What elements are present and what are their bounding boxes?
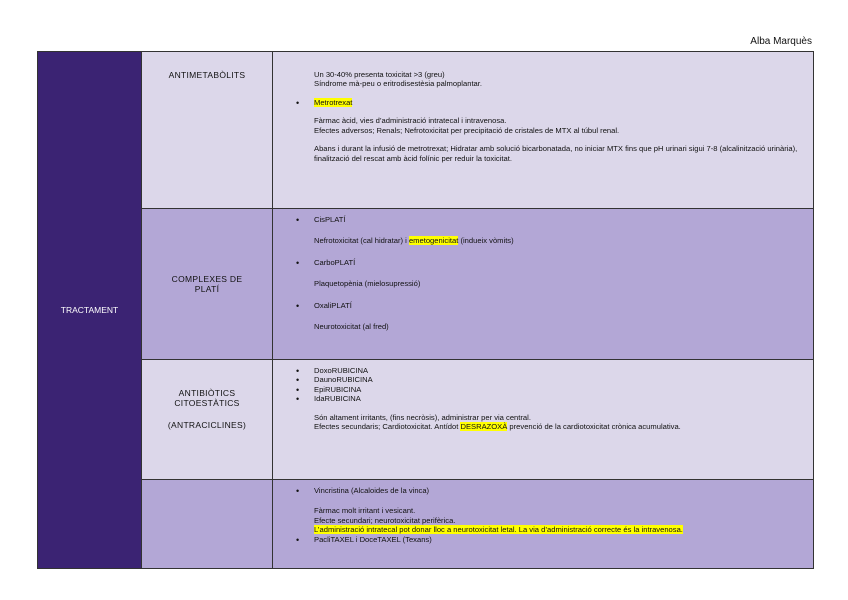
highlight: L’administració intratecal pot donar lloc a neurotoxicitat letal. La via d’administració correcte és la intravenosa. xyxy=(314,525,683,535)
category-label: (ANTRACICLINES) xyxy=(167,420,247,430)
category-label: CITOESTÀTICS xyxy=(174,398,240,408)
list-item: • CarboPLATÍ xyxy=(274,258,812,267)
list-item: • CisPLATÍ xyxy=(274,215,812,224)
category-vinca xyxy=(142,480,273,569)
side-label: TRACTAMENT xyxy=(38,52,142,569)
content-platins xyxy=(273,209,814,360)
text-line: Plaquetopènia (mielosupressió) xyxy=(314,279,421,289)
text-span: (indueix vòmits) xyxy=(458,236,514,246)
text-line: Efectes adversos; Renals; Nefrotoxicitat per precipitació de cristales de MTX al túbul renal. xyxy=(314,125,620,135)
text-span: Efectes secundaris; Cardiotoxicitat. Antídot xyxy=(314,422,461,432)
category-antibiotics xyxy=(142,360,273,480)
text-line: Neurotoxicitat (al fred) xyxy=(314,322,389,332)
list-item: • EpiRUBICINA xyxy=(274,385,812,394)
text-line: Síndrome mà-peu o eritrodisestèsia palmoplantar. xyxy=(314,79,482,89)
list-item xyxy=(274,98,812,107)
category-antimetabolits xyxy=(142,52,273,209)
category-label: ANTIMETABÒLITS xyxy=(168,70,246,80)
highlight: DESRAZOXÀ xyxy=(460,422,508,432)
category-label: COMPLEXES DE PLATÍ xyxy=(171,274,243,294)
list-item: • OxaliPLATÍ xyxy=(274,301,812,310)
author-name: Alba Marquès xyxy=(750,36,812,47)
text-span: Nefrotoxicitat (cal hidratar) i xyxy=(314,236,409,246)
list-item: • DoxoRUBICINA xyxy=(274,366,812,375)
text-line: Són altament irritants, (fins necròsis), administrar per via central. xyxy=(314,412,531,422)
table-row xyxy=(38,209,814,360)
content-vinca xyxy=(273,480,814,569)
text-line xyxy=(274,422,812,431)
text-line xyxy=(274,236,812,245)
text-line: Fàrmac molt irritant i vesicant. xyxy=(314,506,416,516)
text-span: prevenció de la cardiotoxicitat crònica acumulativa. xyxy=(507,422,681,432)
table-row xyxy=(38,360,814,480)
text-line: Fàrmac àcid, vies d’administració intratecal i intravenosa. xyxy=(314,116,507,126)
text-line: Abans i durant la infusió de metrotrexat; Hidratar amb solució bicarbonatada, no iniciar MTX fins que pH urinari sigui 7-8 (alcalinització urinària), finalització del rescat amb àcid folínic per reduir la toxicitat. xyxy=(314,144,798,163)
drug-name: Metrotrexat xyxy=(314,97,353,107)
text-line: Efecte secundari; neurotoxicitat perifèrica. xyxy=(314,515,456,525)
list-item: • PacliTAXEL i DoceTAXEL (Texans) xyxy=(274,535,812,544)
text-line: Un 30-40% presenta toxicitat >3 (greu) xyxy=(314,70,445,79)
list-item: • IdaRUBICINA xyxy=(274,394,812,403)
table-row xyxy=(38,52,814,209)
category-label: ANTIBIÒTICS xyxy=(178,388,236,398)
content-antimetabolits xyxy=(273,52,814,209)
list-item: • Vincristina (Alcaloides de la vinca) xyxy=(274,486,812,495)
category-platins xyxy=(142,209,273,360)
text-line xyxy=(274,525,812,534)
treatment-table xyxy=(37,51,814,569)
content-antibiotics xyxy=(273,360,814,480)
list-item: • DaunoRUBICINA xyxy=(274,375,812,384)
highlight: emetogenicitat xyxy=(408,236,459,246)
table-row xyxy=(38,480,814,569)
